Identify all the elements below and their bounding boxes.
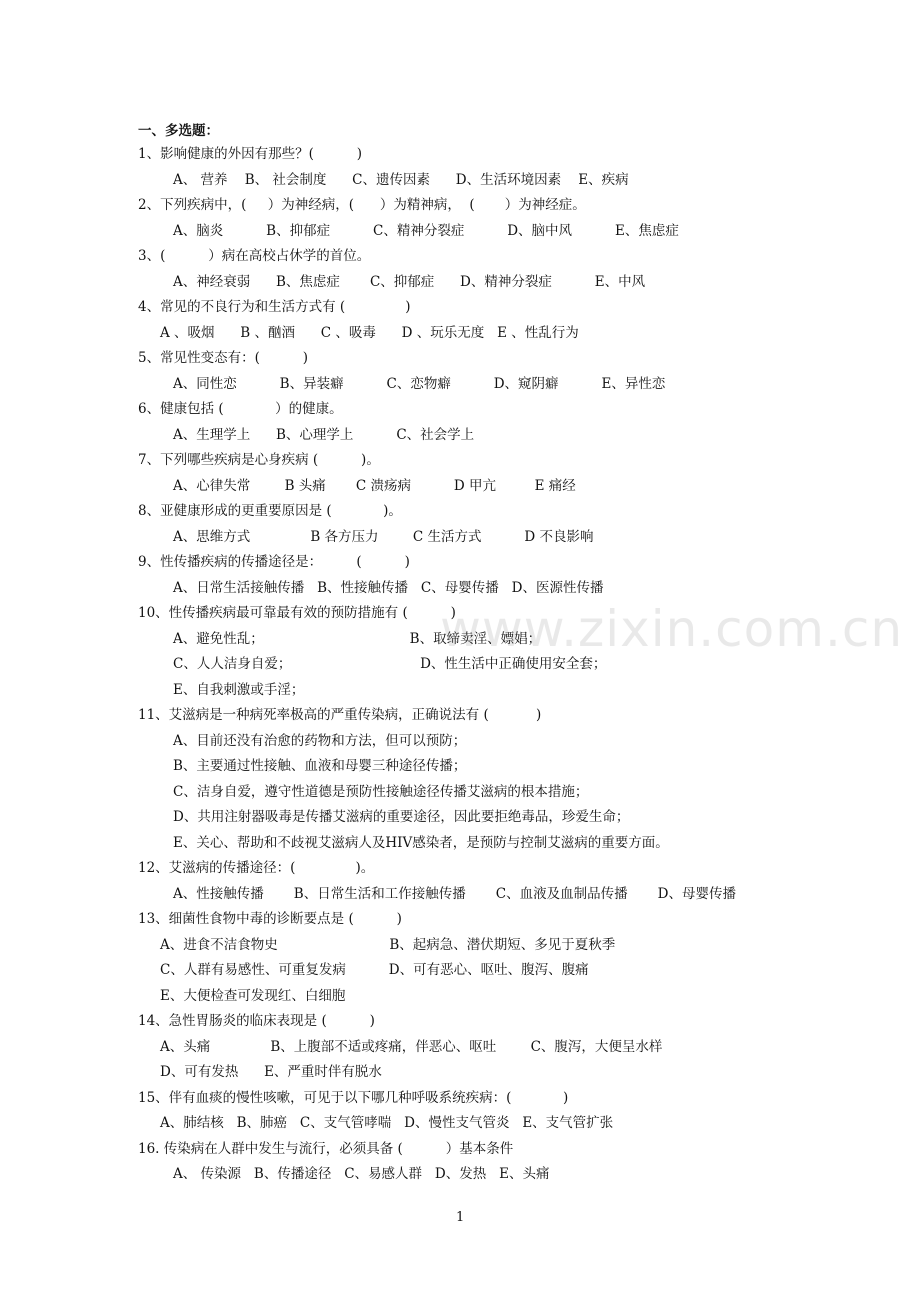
option-line: C、洁身自爱，遵守性道德是预防性接触途径传播艾滋病的根本措施； [173,784,589,800]
option-line: A、避免性乱； B、取缔卖淫、嫖娼； [173,631,542,647]
option-line: A、肺结核 B、肺癌 C、支气管哮喘 D、慢性支气管炎 E、支气管扩张 [160,1115,614,1131]
option-line: A、 传染源 B、传播途径 C、易感人群 D、发热 E、头痛 [173,1166,550,1182]
question-line: 8、亚健康形成的更重要原因是 ( )。 [138,503,402,519]
question-line: 5、常见性变态有：( ) [138,350,309,366]
option-line: A、脑炎 B、抑郁症 C、精神分裂症 D、脑中风 E、焦虑症 [173,223,679,239]
question-line: 13、细菌性食物中毒的诊断要点是 ( ) [138,911,402,927]
option-line: A、神经衰弱 B、焦虑症 C、抑郁症 D、精神分裂症 E、中风 [173,274,646,290]
option-line: A、日常生活接触传播 B、性接触传播 C、母婴传播 D、医源性传播 [173,580,604,596]
option-line: C、人群有易感性、可重复发病 D、可有恶心、呕吐、腹泻、腹痛 [160,962,589,978]
question-line: 4、常见的不良行为和生活方式有 ( ) [138,299,411,315]
option-line: E、关心、帮助和不歧视艾滋病人及HIV感染者，是预防与控制艾滋病的重要方面。 [173,835,669,851]
question-line: 14、急性胃肠炎的临床表现是 ( ) [138,1013,375,1029]
question-line: 15、伴有血痰的慢性咳嗽，可见于以下哪几种呼吸系统疾病：( ) [138,1090,569,1106]
question-line: 10、性传播疾病最可靠最有效的预防措施有 ( ) [138,605,456,621]
option-line: C、人人洁身自爱； D、性生活中正确使用安全套； [173,656,607,672]
option-line: D、可有发热 E、严重时伴有脱水 [160,1064,382,1080]
watermark: www.zixin.com.cn [440,600,904,658]
option-line: A、头痛 B、上腹部不适或疼痛，伴恶心、呕吐 C、腹泻，大便呈水样 [160,1039,663,1055]
option-line: A、进食不洁食物史 B、起病急、潜伏期短、多见于夏秋季 [160,937,616,953]
option-line: E、自我刺激或手淫； [173,682,305,698]
option-line: D、共用注射器吸毒是传播艾滋病的重要途径，因此要拒绝毒品，珍爱生命； [173,809,630,825]
option-line: A、 营养 B、 社会制度 C、遗传因素 D、生活环境因素 E、疾病 [173,172,629,188]
question-line: 2、下列疾病中，( ）为神经病，( ）为精神病， ( ）为神经症。 [138,197,586,213]
question-line: 7、下列哪些疾病是心身疾病 ( )。 [138,452,380,468]
option-line: A、性接触传播 B、日常生活和工作接触传播 C、血液及血制品传播 D、母婴传播 [173,886,736,902]
question-line: 9、性传播疾病的传播途径是： ( ) [138,554,410,570]
question-line: 12、艾滋病的传播途径：( )。 [138,860,375,876]
option-line: A、目前还没有治愈的药物和方法，但可以预防； [173,733,467,749]
option-line: E、大便检查可发现红、白细胞 [160,988,346,1004]
question-line: 6、健康包括 ( ）的健康。 [138,401,343,417]
option-line: B、主要通过性接触、血液和母婴三种途径传播； [173,758,467,774]
question-line: 1、影响健康的外因有那些？( ) [138,146,363,162]
question-line: 16. 传染病在人群中发生与流行，必须具备 ( ）基本条件 [138,1141,514,1157]
option-line: A、生理学上 B、心理学上 C、社会学上 [173,427,475,443]
option-line: A、同性恋 B、异装癖 C、恋物癖 D、窥阴癖 E、异性恋 [173,376,666,392]
question-line: 3、( ）病在高校占休学的首位。 [138,248,371,264]
option-line: A 、吸烟 B 、酗酒 C 、吸毒 D 、玩乐无度 E 、性乱行为 [160,325,579,341]
page-number: 1 [456,1210,465,1225]
option-line: A、心律失常 B 头痛 C 溃疡病 D 甲亢 E 痛经 [173,478,576,494]
section-title: 一、多选题： [138,123,219,139]
option-line: A、思维方式 B 各方压力 C 生活方式 D 不良影响 [173,529,594,545]
question-line: 11、艾滋病是一种病死率极高的严重传染病，正确说法有 ( ) [138,707,542,723]
